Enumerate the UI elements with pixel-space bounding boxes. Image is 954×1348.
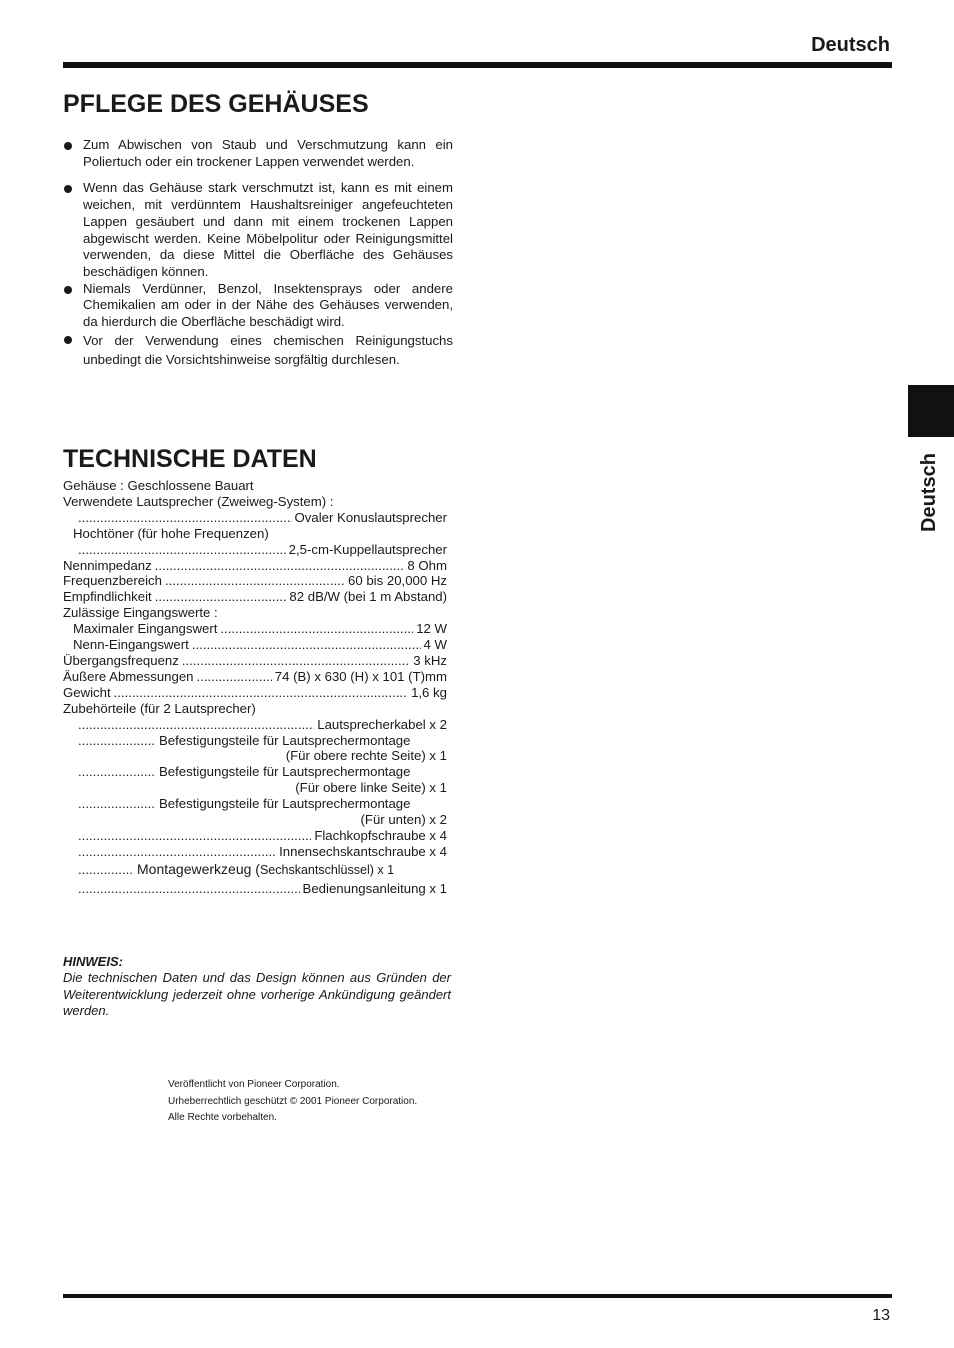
- spec-impedance: 8 Ohm: [407, 557, 447, 573]
- acc-tool: Montagewerkzeug (: [137, 860, 260, 877]
- spec-speakers-label: Verwendete Lautsprecher (Zweiweg-System) :: [63, 493, 334, 509]
- acc-bracket-left: Befestigungsteile für Lautsprechermontage: [159, 764, 411, 780]
- spec-sens-label: Empfindlichkeit: [63, 589, 152, 605]
- spec-accessories-label: Zubehörteile (für 2 Lautsprecher): [63, 700, 256, 716]
- spec-nom-row: [63, 637, 447, 653]
- acc-row-5: [63, 828, 447, 844]
- spec-crossover-label: Übergangsfrequenz: [63, 652, 179, 668]
- spec-tweeter-label: Hochtöner (für hohe Frequenzen): [73, 525, 269, 541]
- spec-crossover: 3 kHz: [413, 652, 447, 668]
- acc-hex-screw: Innensechskantschraube x 4: [279, 843, 447, 859]
- care-bullet-3: [63, 281, 453, 331]
- acc-bracket-bottom-detail: (Für unten) x 2: [360, 812, 447, 828]
- spec-freq-row: [63, 573, 447, 589]
- care-bullet-4: [63, 331, 453, 369]
- spec-freq-label: Frequenzbereich: [63, 573, 162, 589]
- acc-row-2: [63, 733, 447, 749]
- spec-housing: Gehäuse : Geschlossene Bauart: [63, 478, 254, 493]
- note-label: HINWEIS:: [63, 954, 123, 969]
- spec-sens: 82 dB/W (bei 1 m Abstand): [289, 589, 447, 605]
- spec-woofer-row: [63, 510, 447, 526]
- spec-dims: 74 (B) x 630 (H) x 101 (T)mm: [274, 668, 447, 684]
- spec-max-label: Maximaler Eingangswert: [73, 621, 218, 637]
- spec-dims-label: Äußere Abmessungen: [63, 668, 194, 684]
- publisher-line-3: Alle Rechte vorbehalten.: [168, 1112, 277, 1124]
- spec-tweeter-row: [63, 542, 447, 558]
- publisher-line-2: Urheberrechtlich geschützt © 2001 Pioneer Corporation.: [168, 1095, 418, 1107]
- side-tab-marker: [908, 385, 954, 437]
- care-section-title: PFLEGE DES GEHÄUSES: [63, 90, 369, 118]
- care-bullet-1: [63, 137, 453, 170]
- spec-max: 12 W: [416, 621, 447, 637]
- acc-cable: Lautsprecherkabel x 2: [317, 716, 447, 732]
- spec-crossover-row: [63, 653, 447, 669]
- specs-list: [63, 478, 447, 897]
- acc-bracket-right-detail: (Für obere rechte Seite) x 1: [285, 748, 447, 764]
- acc-bracket-bottom: Befestigungsteile für Lautsprechermontage: [159, 796, 411, 812]
- bullet-icon: [64, 336, 72, 344]
- bullet-icon: [64, 286, 72, 294]
- bottom-rule: [63, 1294, 892, 1298]
- spec-max-row: [63, 621, 447, 637]
- spec-weight: 1,6 kg: [411, 684, 447, 700]
- bullet-icon: [64, 185, 72, 193]
- language-heading: Deutsch: [811, 34, 890, 56]
- care-bullet-list: [63, 137, 453, 369]
- spec-nom: 4 W: [423, 637, 447, 653]
- spec-sens-row: [63, 589, 447, 605]
- acc-row-6: [63, 844, 447, 860]
- publisher-line-1: Veröffentlicht von Pioneer Corporation.: [168, 1079, 340, 1090]
- spec-weight-row: [63, 685, 447, 701]
- specs-section-title: TECHNISCHE DATEN: [63, 445, 317, 473]
- care-bullet-2: [63, 180, 453, 280]
- spec-freq: 60 bis 20,000 Hz: [348, 573, 447, 589]
- spec-dims-row: [63, 669, 447, 685]
- top-rule: [63, 62, 892, 68]
- note-text: Die technischen Daten und das Design können aus Gründen der Weiterentwicklung jederzeit ohne vorherige Ankündigung geändert werden.: [63, 970, 451, 1019]
- care-bullet-text: Zum Abwischen von Staub und Verschmutzung kann ein Poliertuch oder ein trockener Lappen verwendet werden.: [83, 137, 453, 169]
- spec-impedance-label: Nennimpedanz: [63, 557, 152, 573]
- acc-manual: Bedienungsanleitung x 1: [302, 880, 447, 896]
- acc-row-7: [63, 862, 447, 879]
- acc-row-3: [63, 764, 447, 780]
- acc-tool-detail: Sechskantschlüssel) x 1: [259, 862, 395, 877]
- acc-bracket-left-detail: (Für obere linke Seite) x 1: [295, 780, 447, 796]
- spec-woofer: Ovaler Konuslautsprecher: [294, 509, 447, 525]
- care-bullet-text: Vor der Verwendung eines chemischen Reinigungstuchs unbedingt die Vorsichtshinweise sorgfältig durchlesen.: [83, 332, 453, 367]
- spec-nom-label: Nenn-Eingangswert: [73, 637, 189, 653]
- spec-weight-label: Gewicht: [63, 684, 111, 700]
- care-bullet-text: Wenn das Gehäuse stark verschmutzt ist, kann es mit einem weichen, mit verdünntem Haushaltsreiniger angefeuchteten Lappen gesäubert und dann mit einem trockenen Lappen abgewischt werden. Keine Möbelpolitur oder Reinigungsmittel verwenden, da diese Mittel die Oberfläche des Gehäuses beschädigen können.: [83, 180, 453, 279]
- spec-input-label: Zulässige Eingangswerte :: [63, 605, 218, 621]
- acc-flat-screw: Flachkopfschraube x 4: [314, 827, 447, 843]
- acc-row-4: [63, 796, 447, 812]
- acc-row-8: [63, 881, 447, 897]
- publisher-info: [168, 1077, 417, 1127]
- acc-row-1: [63, 717, 447, 733]
- spec-impedance-row: [63, 558, 447, 574]
- side-language-label: Deutsch: [918, 453, 940, 532]
- page-number: 13: [872, 1307, 890, 1324]
- bullet-icon: [64, 142, 72, 150]
- acc-bracket-right: Befestigungsteile für Lautsprechermontage: [159, 732, 411, 748]
- care-bullet-text: Niemals Verdünner, Benzol, Insektensprays oder andere Chemikalien am oder in der Nähe des Gehäuses verwenden, da hierdurch die Oberfläche beschädigt wird.: [83, 280, 453, 330]
- spec-tweeter: 2,5-cm-Kuppellautsprecher: [288, 541, 447, 557]
